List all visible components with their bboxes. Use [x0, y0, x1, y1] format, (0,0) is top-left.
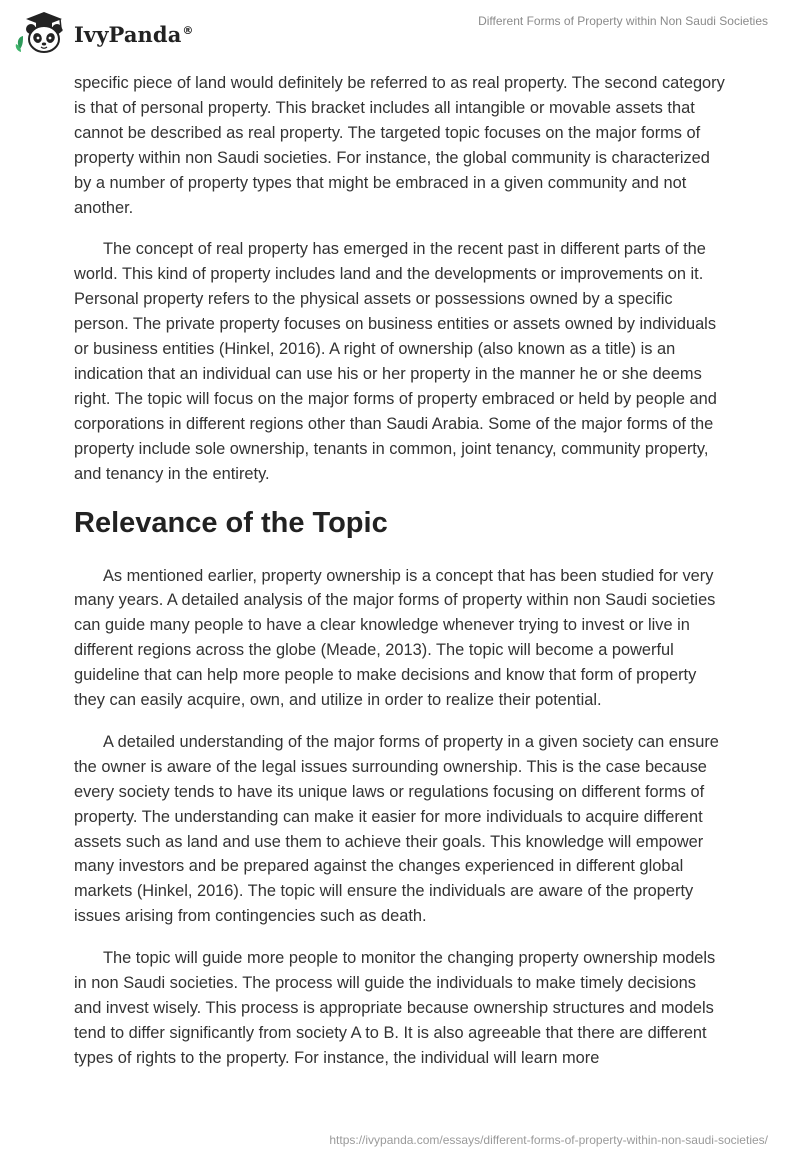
paragraph-relevance-1: As mentioned earlier, property ownership is a concept that has been studied for very many years. A detailed analysis of the major forms of property within non Saudi societies can guide many people to have a clear knowledge whenever trying to invest or live in different regions across the globe (Meade, 2013). The topic will become a powerful guideline that can help more people to make decisions and know that form of property they can easily acquire, own, and utilize in order to realize their potential.	[74, 566, 716, 710]
registered-mark: ®	[182, 23, 194, 37]
document-title: Different Forms of Property within Non Saudi Societies	[478, 14, 768, 28]
paragraph-real-property: The concept of real property has emerged in the recent past in different parts of the world. This kind of property includes land and the developments or improvements on it. Personal property refers to the physical assets or possessions owned by a specific person. The private property focuses on business entities or assets owned by individuals or business entities (Hinkel, 2016). A right of ownership (also known as a title) is an indication that an individual can use his or her property in the manner he or she deems right. The topic will focus on the major forms of property embraced or held by people and corporations in different regions other than Saudi Arabia. Some of the major forms of the property include sole ownership, tenants in common, joint tenancy, community property, and tenancy in the entirety.	[74, 240, 717, 483]
paragraph-continued: specific piece of land would definitely be referred to as real property. The second category is that of personal property. This bracket includes all intangible or movable assets that cannot be described as real property. The targeted topic focuses on the major forms of property within non Saudi societies. For instance, the global community is characterized by a number of property types that might be embraced in a given community and not another.	[74, 74, 725, 217]
panda-graduation-cap-icon	[14, 9, 70, 59]
brand-logo[interactable]	[14, 9, 194, 59]
essay-body	[74, 71, 726, 1088]
page-header	[0, 0, 800, 70]
paragraph-relevance-2: A detailed understanding of the major forms of property in a given society can ensure the owner is aware of the legal issues surrounding ownership. This is the case because every society tends to have its unique laws or regulations focusing on different forms of property. The understanding can make it easier for more individuals to acquire different assets such as land and use them to achieve their goals. This knowledge will empower many investors and be prepared against the changes experienced in different global markets (Hinkel, 2016). The topic will ensure the individuals are aware of the property issues arising from contingencies such as death.	[74, 732, 719, 926]
source-url[interactable]: https://ivypanda.com/essays/different-forms-of-property-within-non-saudi-societies/	[329, 1133, 768, 1147]
section-heading-relevance: Relevance of the Topic	[74, 506, 388, 539]
brand-name: IvyPanda®	[74, 21, 194, 47]
paragraph-relevance-3: The topic will guide more people to monitor the changing property ownership models in non Saudi societies. The process will guide the individuals to make timely decisions and invest wisely. This process is appropriate because ownership structures and models tend to differ significantly from society A to B. It is also agreeable that there are different types of rights to the property. For instance, the individual will learn more	[74, 949, 716, 1067]
